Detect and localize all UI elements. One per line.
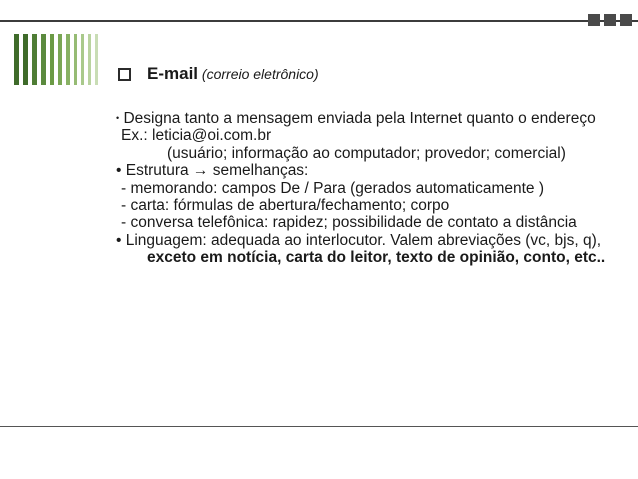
bar-icon <box>58 34 62 85</box>
paragraph-estrutura: • Estrutura → semelhanças: <box>116 162 309 180</box>
list-item: - conversa telefônica: rapidez; possibilidade de contato a distância <box>121 214 577 232</box>
bar-icon <box>88 34 91 85</box>
square-icon <box>604 14 616 26</box>
top-rule <box>0 20 638 22</box>
checkbox-bullet-icon <box>118 68 131 81</box>
small-bullet-icon: • <box>116 113 120 123</box>
list-item: - memorando: campos De / Para (gerados automaticamente ) <box>121 179 544 197</box>
bottom-rule <box>0 426 638 427</box>
list-item: - carta: fórmulas de abertura/fechamento; corpo <box>121 197 450 215</box>
paragraph-example-detail: (usuário; informação ao computador; provedor; comercial) <box>167 144 566 162</box>
linguagem-text: • Linguagem: adequada ao interlocutor. Valem abreviações (vc, bjs, q), <box>116 231 602 249</box>
paragraph-designa <box>116 110 621 127</box>
bar-icon <box>81 34 84 85</box>
paragraph-linguagem <box>116 232 621 267</box>
title-bold: E-mail <box>147 64 199 83</box>
title-paren: (correio eletrônico) <box>201 66 319 82</box>
bar-icon <box>95 34 98 85</box>
slide-body <box>116 110 621 267</box>
bar-icon <box>23 34 28 85</box>
bar-icon <box>14 34 19 85</box>
bar-icon <box>41 34 46 85</box>
bar-icon <box>66 34 70 85</box>
bar-icon <box>50 34 54 85</box>
slide-title <box>118 62 319 86</box>
paragraph-example: Ex.: leticia@oi.com.br <box>121 127 272 145</box>
bar-icon <box>74 34 77 85</box>
square-icon <box>588 14 600 26</box>
bar-icon <box>32 34 37 85</box>
square-icon <box>620 14 632 26</box>
designa-text: Designa tanto a mensagem enviada pela Internet quanto o endereço <box>119 110 596 127</box>
linguagem-exceptions: exceto em notícia, carta do leitor, texto de opinião, conto, etc.. <box>147 249 606 267</box>
